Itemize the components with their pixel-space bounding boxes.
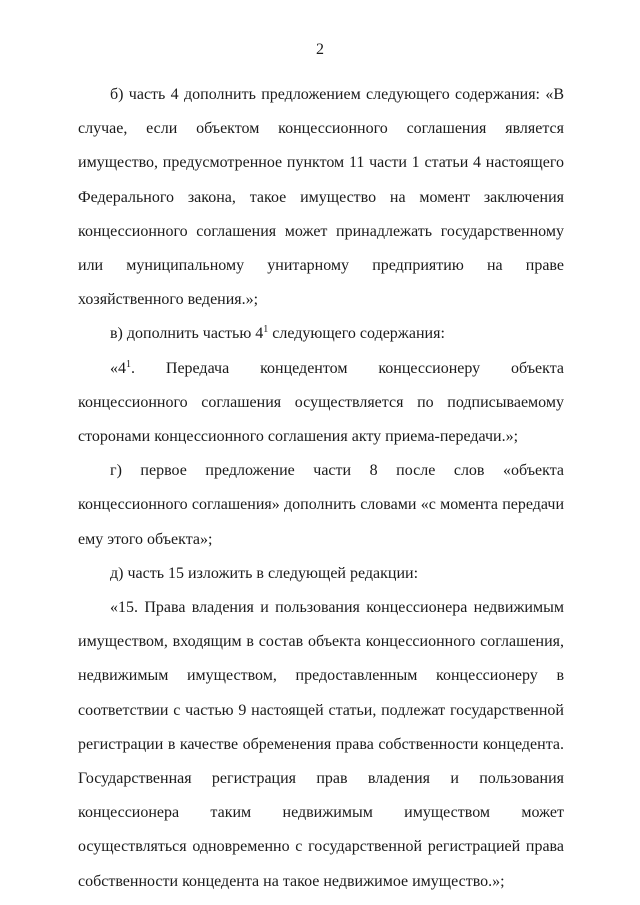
paragraph-v — [78, 317, 564, 351]
paragraph-quote-15: «15. Права владения и пользования концессионера недвижимым имуществом, входящим в состав объекта концессионного соглашения, недвижимым имуществом, предоставленным концессионеру в соответствии с частью 9 настоящей статьи, подлежат государственной регистрации в качестве обременения права собственности концедента. Государственная регистрация прав владения и пользования концессионера таким недвижимым имуществом может осуществляться одновременно с государственной регистрацией права собственности концедента на такое недвижимое имущество.»; — [78, 599, 564, 890]
quote-4-1-prefix: «4 — [110, 359, 126, 377]
quote-4-1-text: . Передача концедентом концессионеру объекта концессионного соглашения осуществляется по подписываемому сторонами концессионного соглашения акту приема-передачи.»; — [78, 359, 564, 446]
paragraph-d: д) часть 15 изложить в следующей редакции: — [110, 564, 419, 582]
paragraph-v-prefix: в) дополнить частью 4 — [110, 325, 264, 343]
paragraph-v-suffix: следующего содержания: — [268, 325, 445, 343]
paragraph-g: г) первое предложение части 8 после слов «объекта концессионного соглашения» дополнить словами «с момента передачи ему этого объекта»; — [78, 462, 564, 548]
paragraph-v-superscript: 1 — [263, 324, 269, 336]
paragraph-quote-4-1 — [78, 352, 564, 455]
paragraph-b: б) часть 4 дополнить предложением следующего содержания: «В случае, если объектом концессионного соглашения является имущество, предусмотренное пунктом 11 части 1 статьи 4 настоящего Федерального закона, такое имущество на момент заключения концессионного соглашения может принадлежать государственному или муниципальному унитарному предприятию на праве хозяйственного ведения.»; — [78, 86, 564, 309]
document-body — [78, 78, 564, 899]
quote-4-1-superscript: 1 — [126, 358, 131, 370]
page-number: 2 — [316, 41, 324, 58]
